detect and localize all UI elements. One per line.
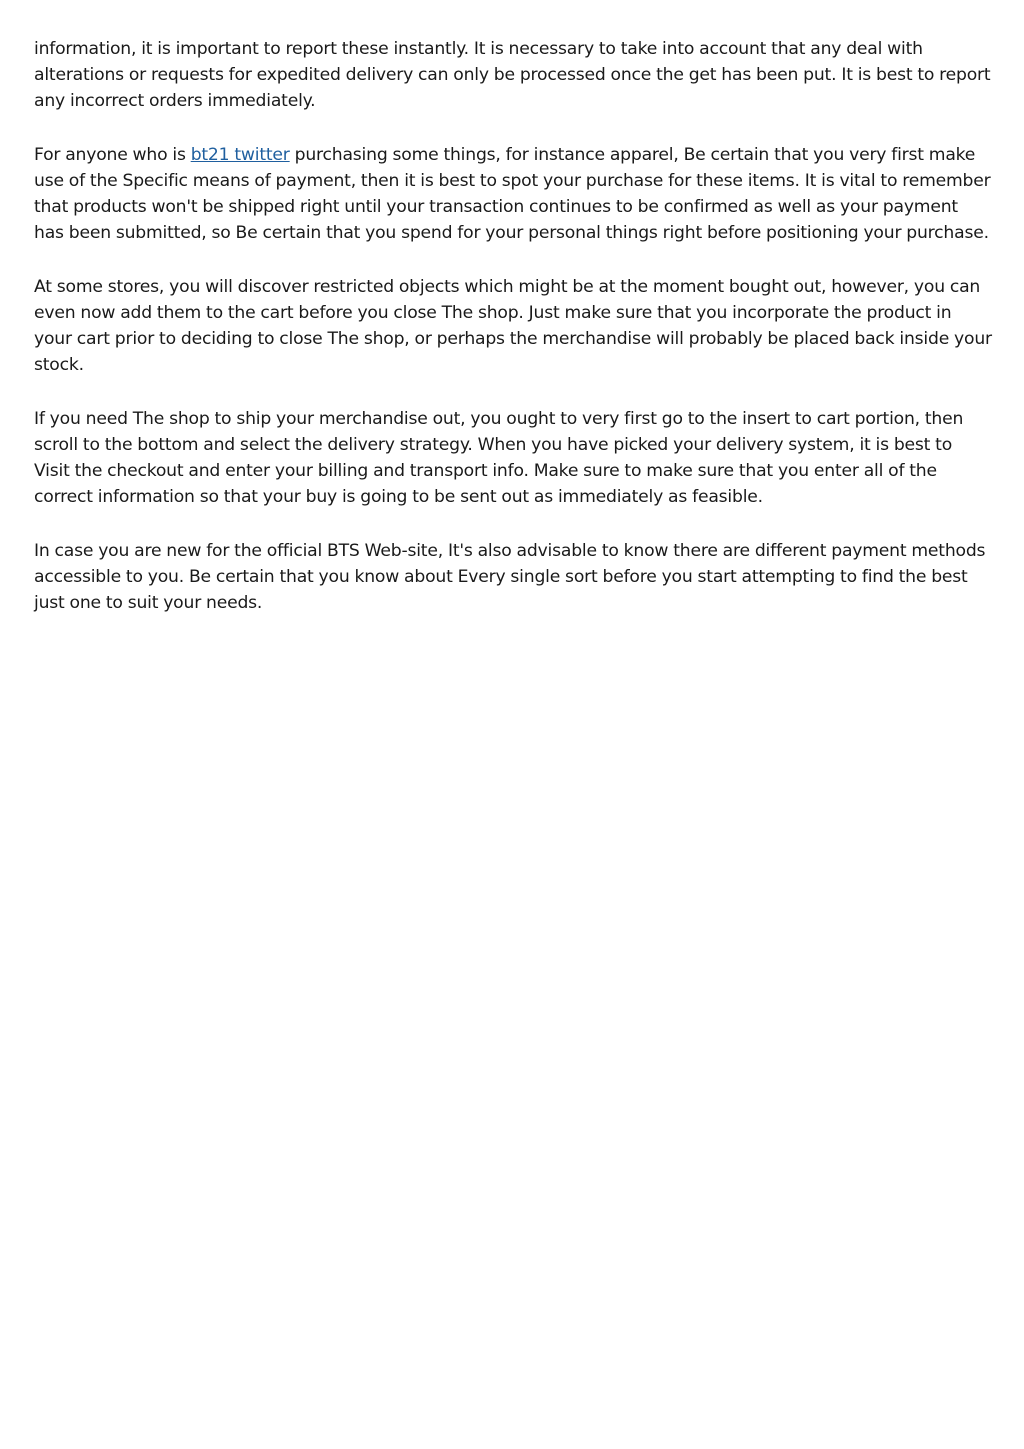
paragraph-text-before-link: For anyone who is <box>34 145 191 165</box>
bt21-twitter-link[interactable]: bt21 twitter <box>190 145 290 165</box>
paragraph-restricted-objects: At some stores, you will discover restricted objects which might be at the moment bought out, however, you can even now add them to the cart before you close The shop. Just make sure that you incorporate the product in your cart prior to deciding to close The shop, or perhaps the merchandise will probably be placed back inside your stock. <box>34 277 992 375</box>
paragraph-incorrect-orders: information, it is important to report these instantly. It is necessary to take into account that any deal with alterations or requests for expedited delivery can only be processed once the get has been put. It is best to report any incorrect orders immediately. <box>34 39 991 111</box>
paragraph-shipping: If you need The shop to ship your merchandise out, you ought to very first go to the insert to cart portion, then scroll to the bottom and select the delivery strategy. When you have picked your delivery system, it is best to Visit the checkout and enter your billing and transport info. Make sure to make sure that you enter all of the correct information so that your buy is going to be sent out as immediately as feasible. <box>34 409 964 507</box>
document-body <box>34 36 992 644</box>
paragraph-payment-options: In case you are new for the official BTS Web-site, It's also advisable to know there are different payment methods accessible to you. Be certain that you know about Every single sort before you start attempting to find the best just one to suit your needs. <box>34 541 986 613</box>
paragraph-payment-method <box>34 142 992 246</box>
paragraph-text-after-link: purchasing some things, for instance apparel, Be certain that you very first make use of the Specific means of payment, then it is best to spot your purchase for these items. It is vital to remember that products won't be shipped right until your transaction continues to be confirmed as well as your payment has been submitted, so Be certain that you spend for your personal things right before positioning your purchase. <box>34 145 991 243</box>
